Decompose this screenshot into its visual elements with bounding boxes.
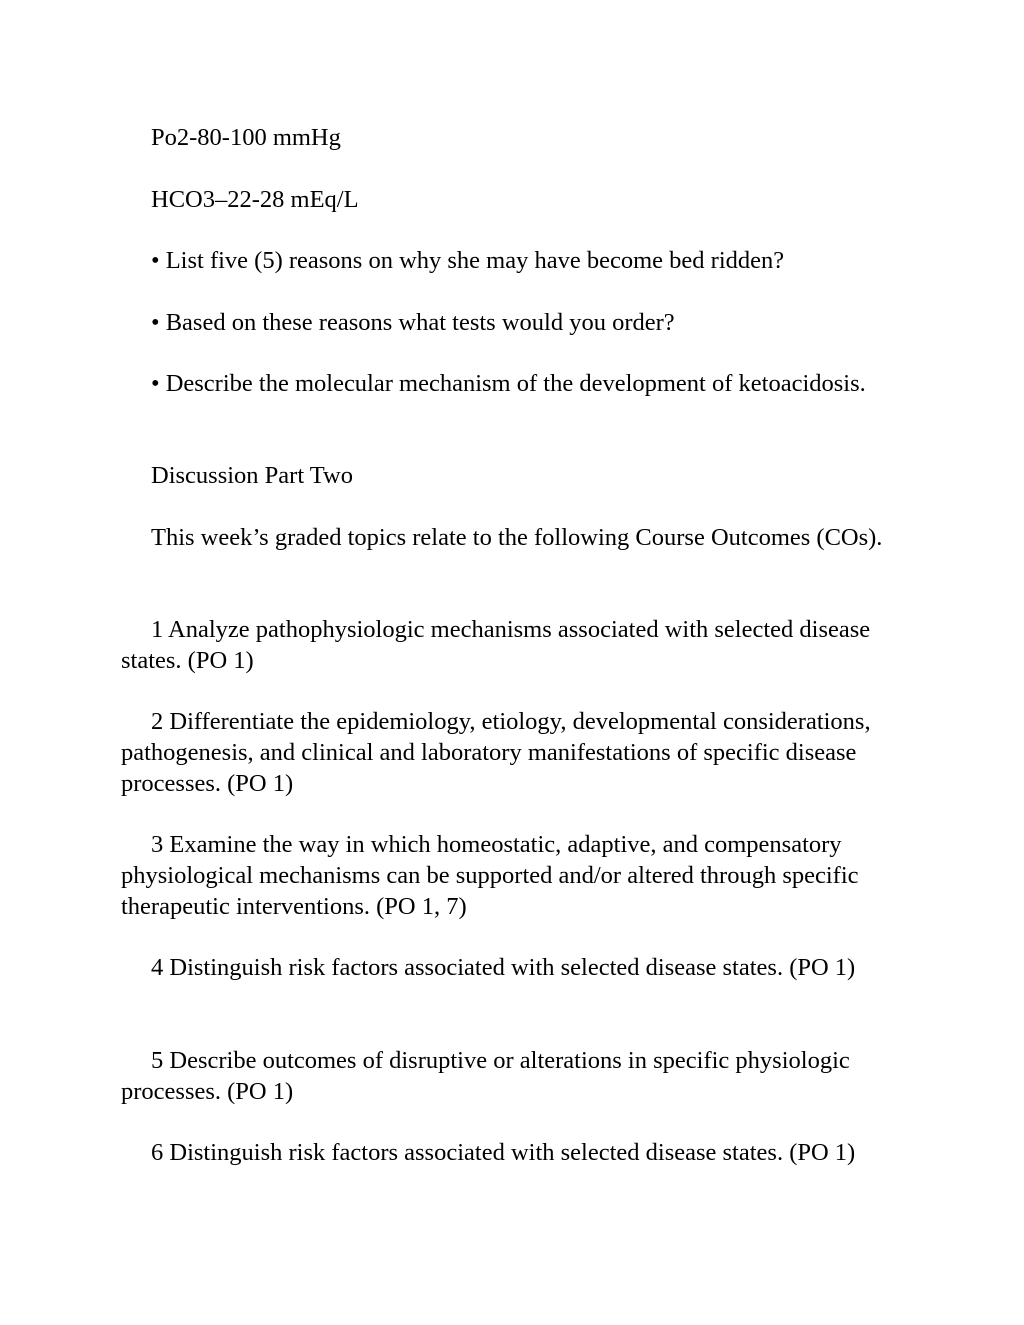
course-outcome-2: 2 Differentiate the epidemiology, etiology, developmental considerations, pathogenesis, and clinical and laboratory manifestations of specific disease processes. (PO 1)	[121, 708, 871, 797]
course-outcome-3: 3 Examine the way in which homeostatic, adaptive, and compensatory physiological mechanisms can be supported and/or altered through specific therapeutic interventions. (PO 1, 7)	[121, 831, 859, 920]
blood-gas-po2-line: Po2-80-100 mmHg	[151, 124, 341, 151]
question-bullet-ketoacidosis: • Describe the molecular mechanism of the development of ketoacidosis.	[151, 370, 866, 397]
section-heading-discussion-part-two: Discussion Part Two	[151, 462, 354, 489]
course-outcome-6: 6 Distinguish risk factors associated with selected disease states. (PO 1)	[151, 1139, 856, 1166]
question-bullet-tests: • Based on these reasons what tests would you order?	[151, 309, 675, 336]
course-outcomes-intro: This week’s graded topics relate to the following Course Outcomes (COs).	[151, 524, 883, 551]
course-outcome-4: 4 Distinguish risk factors associated with selected disease states. (PO 1)	[151, 954, 856, 981]
course-outcome-1: 1 Analyze pathophysiologic mechanisms associated with selected disease states. (PO 1)	[121, 616, 871, 674]
course-outcome-5: 5 Describe outcomes of disruptive or alterations in specific physiologic processes. (PO 1)	[121, 1047, 850, 1105]
blood-gas-hco3-line: HCO3–22-28 mEq/L	[151, 186, 359, 213]
question-bullet-bed-ridden: • List five (5) reasons on why she may have become bed ridden?	[151, 247, 785, 274]
